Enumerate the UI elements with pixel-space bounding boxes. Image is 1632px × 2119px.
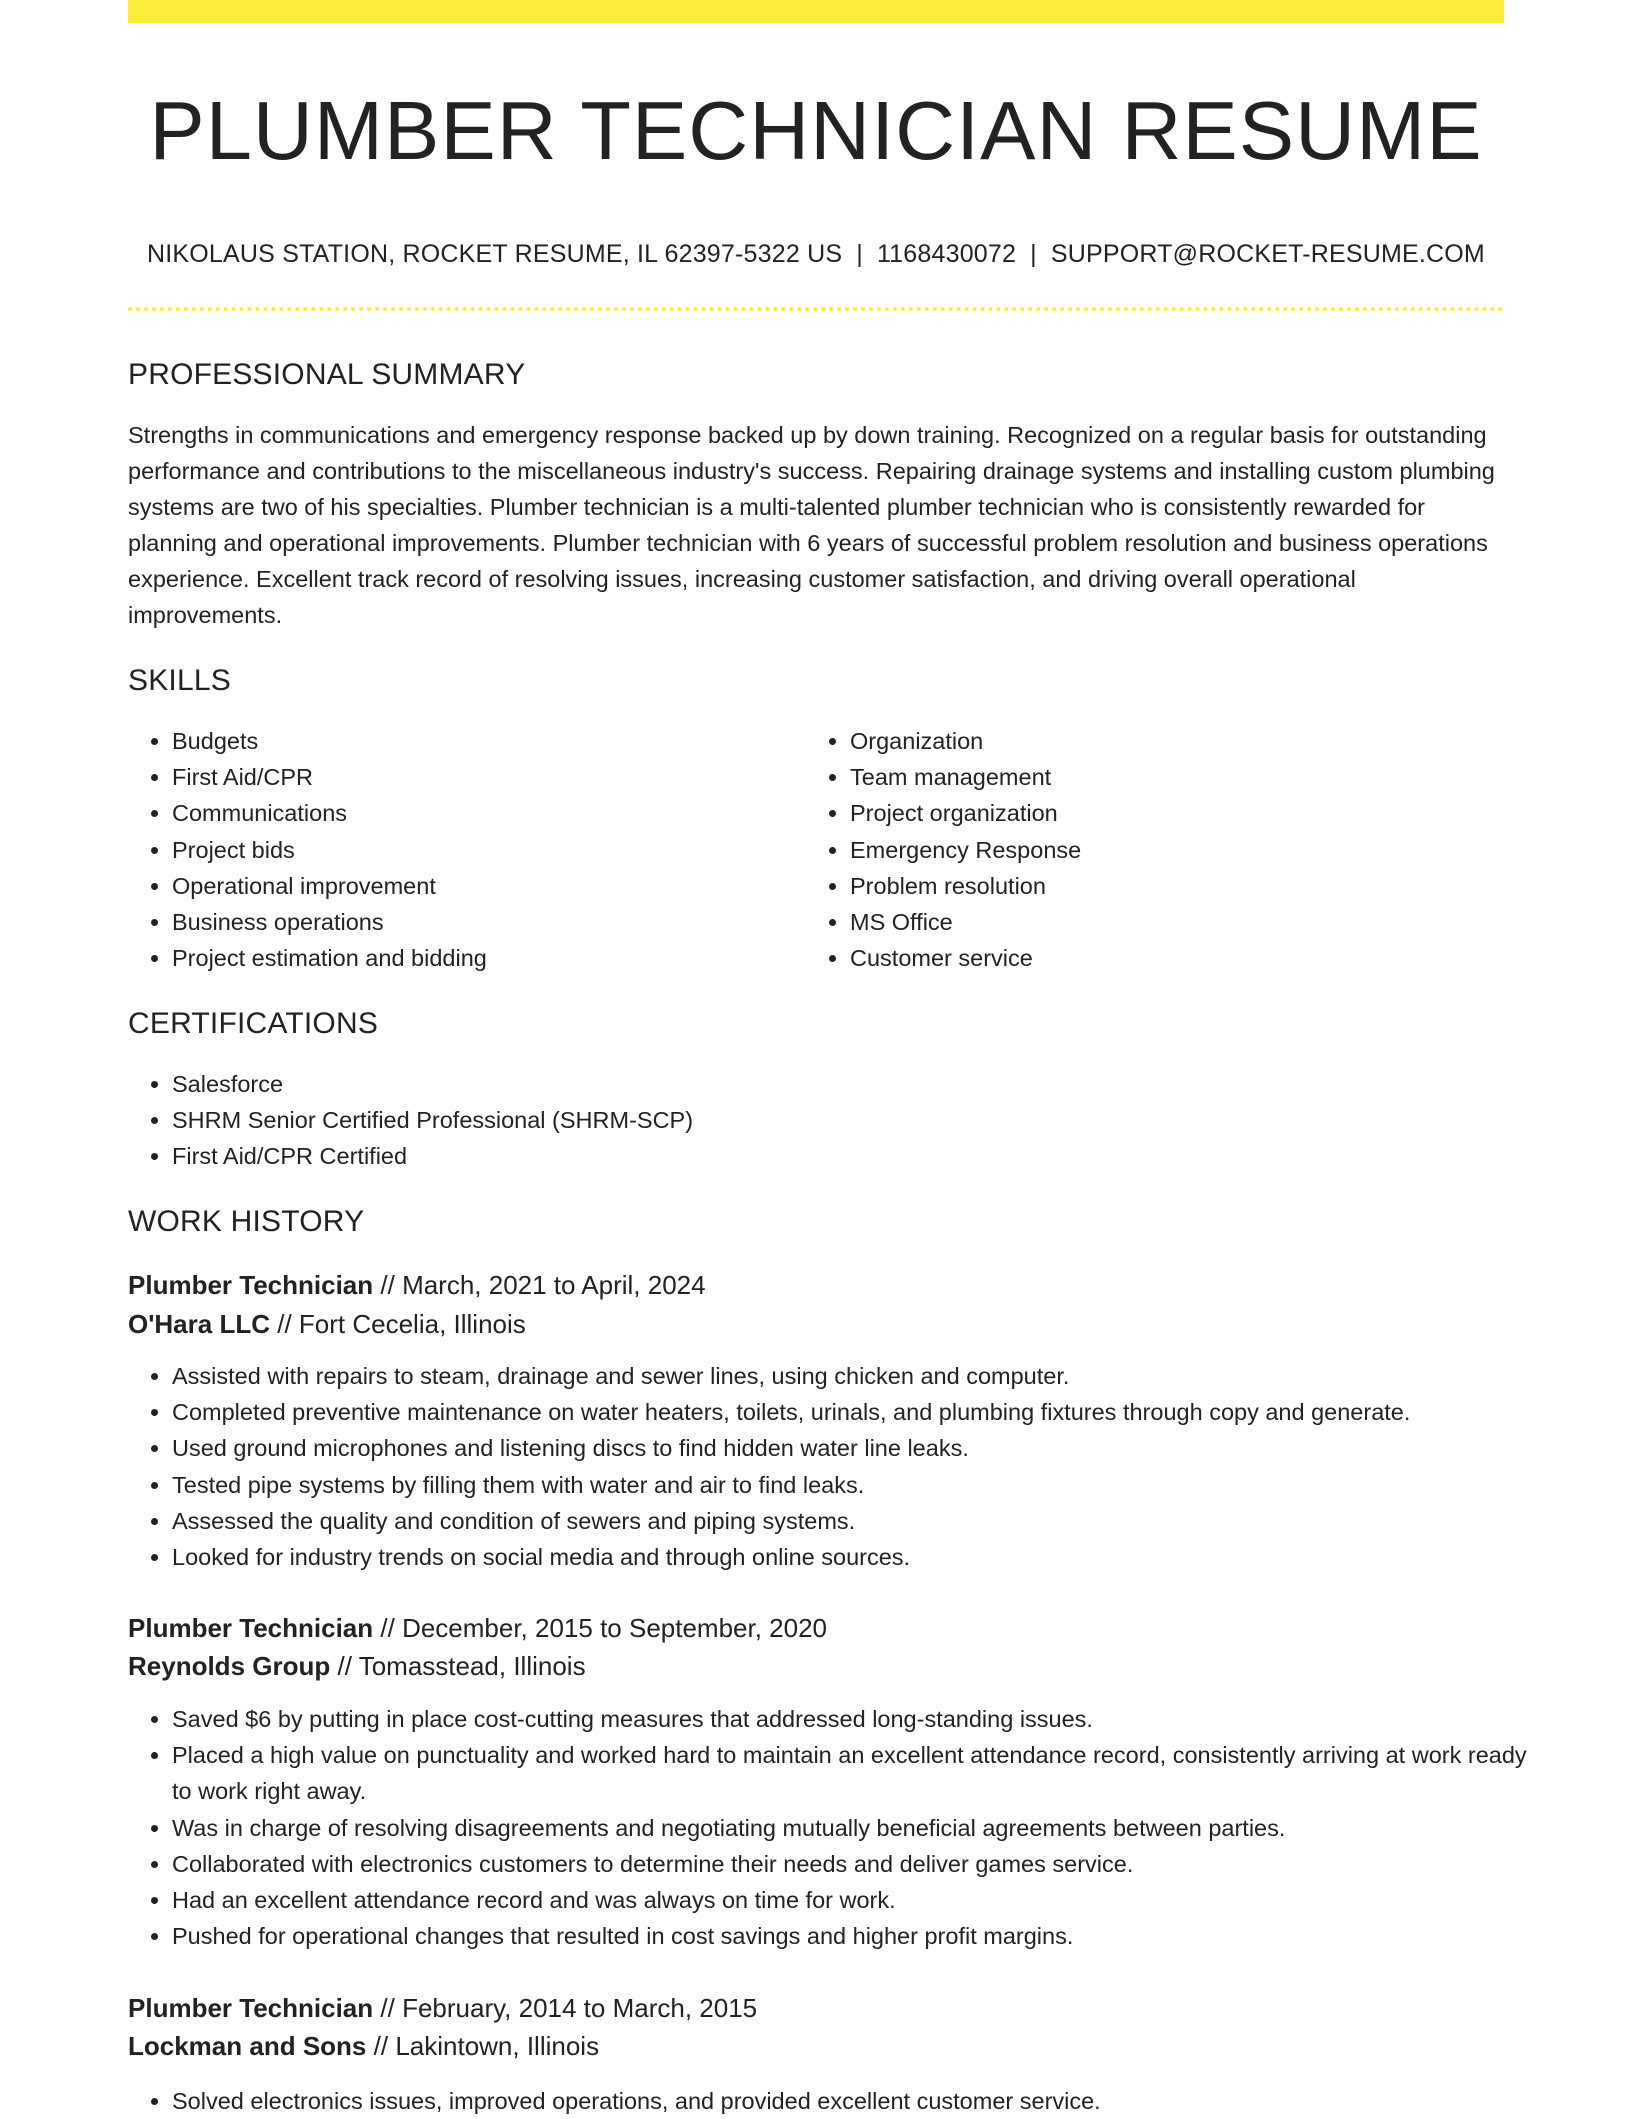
- contact-phone: 1168430072: [876, 240, 1017, 268]
- job-bullets: [128, 1701, 1530, 1954]
- list-item: • First Aid/CPR Certified: [172, 1138, 1504, 1174]
- list-item: • Had an excellent attendance record and was always on time for work.: [172, 1882, 1530, 1918]
- job-location: Lakintown, Illinois: [395, 2031, 600, 2061]
- job-company: Lockman and Sons: [128, 2031, 367, 2061]
- list-item: • Customer service: [850, 940, 1500, 976]
- job-title-line: [128, 1989, 757, 2027]
- skills-list-left: [128, 723, 792, 976]
- job-title-line: [128, 1609, 827, 1647]
- list-item: • Solved electronics issues, improved operations, and provided excellent customer service.: [172, 2083, 1530, 2119]
- job-divider: //: [373, 2031, 389, 2061]
- list-item: • Organization: [850, 723, 1500, 759]
- dotted-divider: [128, 307, 1504, 311]
- list-item: • First Aid/CPR: [172, 759, 792, 795]
- contact-separator: |: [856, 240, 863, 268]
- contact-separator: |: [1030, 240, 1037, 268]
- list-item: • MS Office: [850, 904, 1500, 940]
- job-divider: //: [380, 1993, 395, 2023]
- list-item: • Project estimation and bidding: [172, 940, 792, 976]
- list-item: • Pushed for operational changes that resulted in cost savings and higher profit margins.: [172, 1918, 1530, 1954]
- job-title: Plumber Technician: [128, 1613, 374, 1643]
- list-item: • Placed a high value on punctuality and worked hard to maintain an excellent attendance record, consistently arriving at work ready to work right away.: [172, 1737, 1530, 1809]
- job-company-line: [128, 1305, 526, 1343]
- skills-heading: SKILLS: [128, 664, 231, 697]
- list-item: • Saved $6 by putting in place cost-cutting measures that addressed long-standing issues.: [172, 1701, 1530, 1737]
- list-item: • Salesforce: [172, 1066, 1504, 1102]
- job-divider: //: [277, 1309, 292, 1339]
- job-title: Plumber Technician: [128, 1993, 374, 2023]
- job-dates: March, 2021 to April, 2024: [402, 1270, 706, 1300]
- job-location: Tomasstead, Illinois: [358, 1651, 586, 1681]
- list-item: • Business operations: [172, 904, 792, 940]
- contact-email: SUPPORT@ROCKET-RESUME.COM: [1050, 240, 1485, 268]
- job-company-line: [128, 2027, 599, 2065]
- list-item: • Tested pipe systems by filling them with water and air to find leaks.: [172, 1467, 1572, 1503]
- certifications-list: [128, 1066, 1504, 1175]
- job-title: Plumber Technician: [128, 1270, 374, 1300]
- list-item: • Assessed the quality and condition of sewers and piping systems.: [172, 1503, 1572, 1539]
- resume-title: PLUMBER TECHNICIAN RESUME: [149, 84, 1483, 177]
- list-item: • Used ground microphones and listening discs to find hidden water line leaks.: [172, 1430, 1572, 1466]
- job-company: O'Hara LLC: [128, 1309, 270, 1339]
- job-bullets: [128, 2083, 1530, 2119]
- job-dates: December, 2015 to September, 2020: [402, 1613, 828, 1643]
- list-item: • Budgets: [172, 723, 792, 759]
- job-company-line: [128, 1647, 586, 1685]
- job-company: Reynolds Group: [128, 1651, 331, 1681]
- job-divider: //: [380, 1613, 395, 1643]
- work-history-heading: WORK HISTORY: [128, 1205, 365, 1238]
- contact-address: NIKOLAUS STATION, ROCKET RESUME, IL 62397-5322 US: [147, 240, 843, 268]
- list-item: • Emergency Response: [850, 832, 1500, 868]
- list-item: • Team management: [850, 759, 1500, 795]
- contact-line: [128, 236, 1504, 272]
- job-title-line: [128, 1266, 706, 1304]
- list-item: • Assisted with repairs to steam, drainage and sewer lines, using chicken and computer.: [172, 1358, 1572, 1394]
- list-item: • Communications: [172, 795, 792, 831]
- list-item: • Was in charge of resolving disagreements and negotiating mutually beneficial agreements between parties.: [172, 1810, 1530, 1846]
- list-item: • Looked for industry trends on social media and through online sources.: [172, 1539, 1572, 1575]
- accent-bar: [128, 0, 1504, 23]
- list-item: • Operational improvement: [172, 868, 792, 904]
- job-divider: //: [380, 1270, 395, 1300]
- list-item: • Project bids: [172, 832, 792, 868]
- summary-heading: PROFESSIONAL SUMMARY: [128, 358, 526, 391]
- list-item: • Completed preventive maintenance on water heaters, toilets, urinals, and plumbing fixtures through copy and generate.: [172, 1394, 1572, 1430]
- certifications-heading: CERTIFICATIONS: [128, 1007, 379, 1040]
- list-item: • Project organization: [850, 795, 1500, 831]
- job-dates: February, 2014 to March, 2015: [402, 1993, 758, 2023]
- list-item: • Problem resolution: [850, 868, 1500, 904]
- list-item: • SHRM Senior Certified Professional (SHRM-SCP): [172, 1102, 1504, 1138]
- skills-list-right: [806, 723, 1500, 976]
- summary-text: Strengths in communications and emergency response backed up by down training. Recognized on a regular basis for outstanding performance and contributions to the miscellaneous industry's success. Repairing drainage systems and installing custom plumbing systems are two of his specialties. Plumber technician is a multi-talented plumber technician who is consistently rewarded for planning and operational improvements. Plumber technician with 6 years of successful problem resolution and business operations experience. Excellent track record of resolving issues, increasing customer satisfaction, and driving overall operational improvements.: [128, 422, 1495, 628]
- job-location: Fort Cecelia, Illinois: [298, 1309, 526, 1339]
- list-item: • Collaborated with electronics customers to determine their needs and deliver games service.: [172, 1846, 1530, 1882]
- job-divider: //: [337, 1651, 352, 1681]
- job-bullets: [128, 1358, 1572, 1575]
